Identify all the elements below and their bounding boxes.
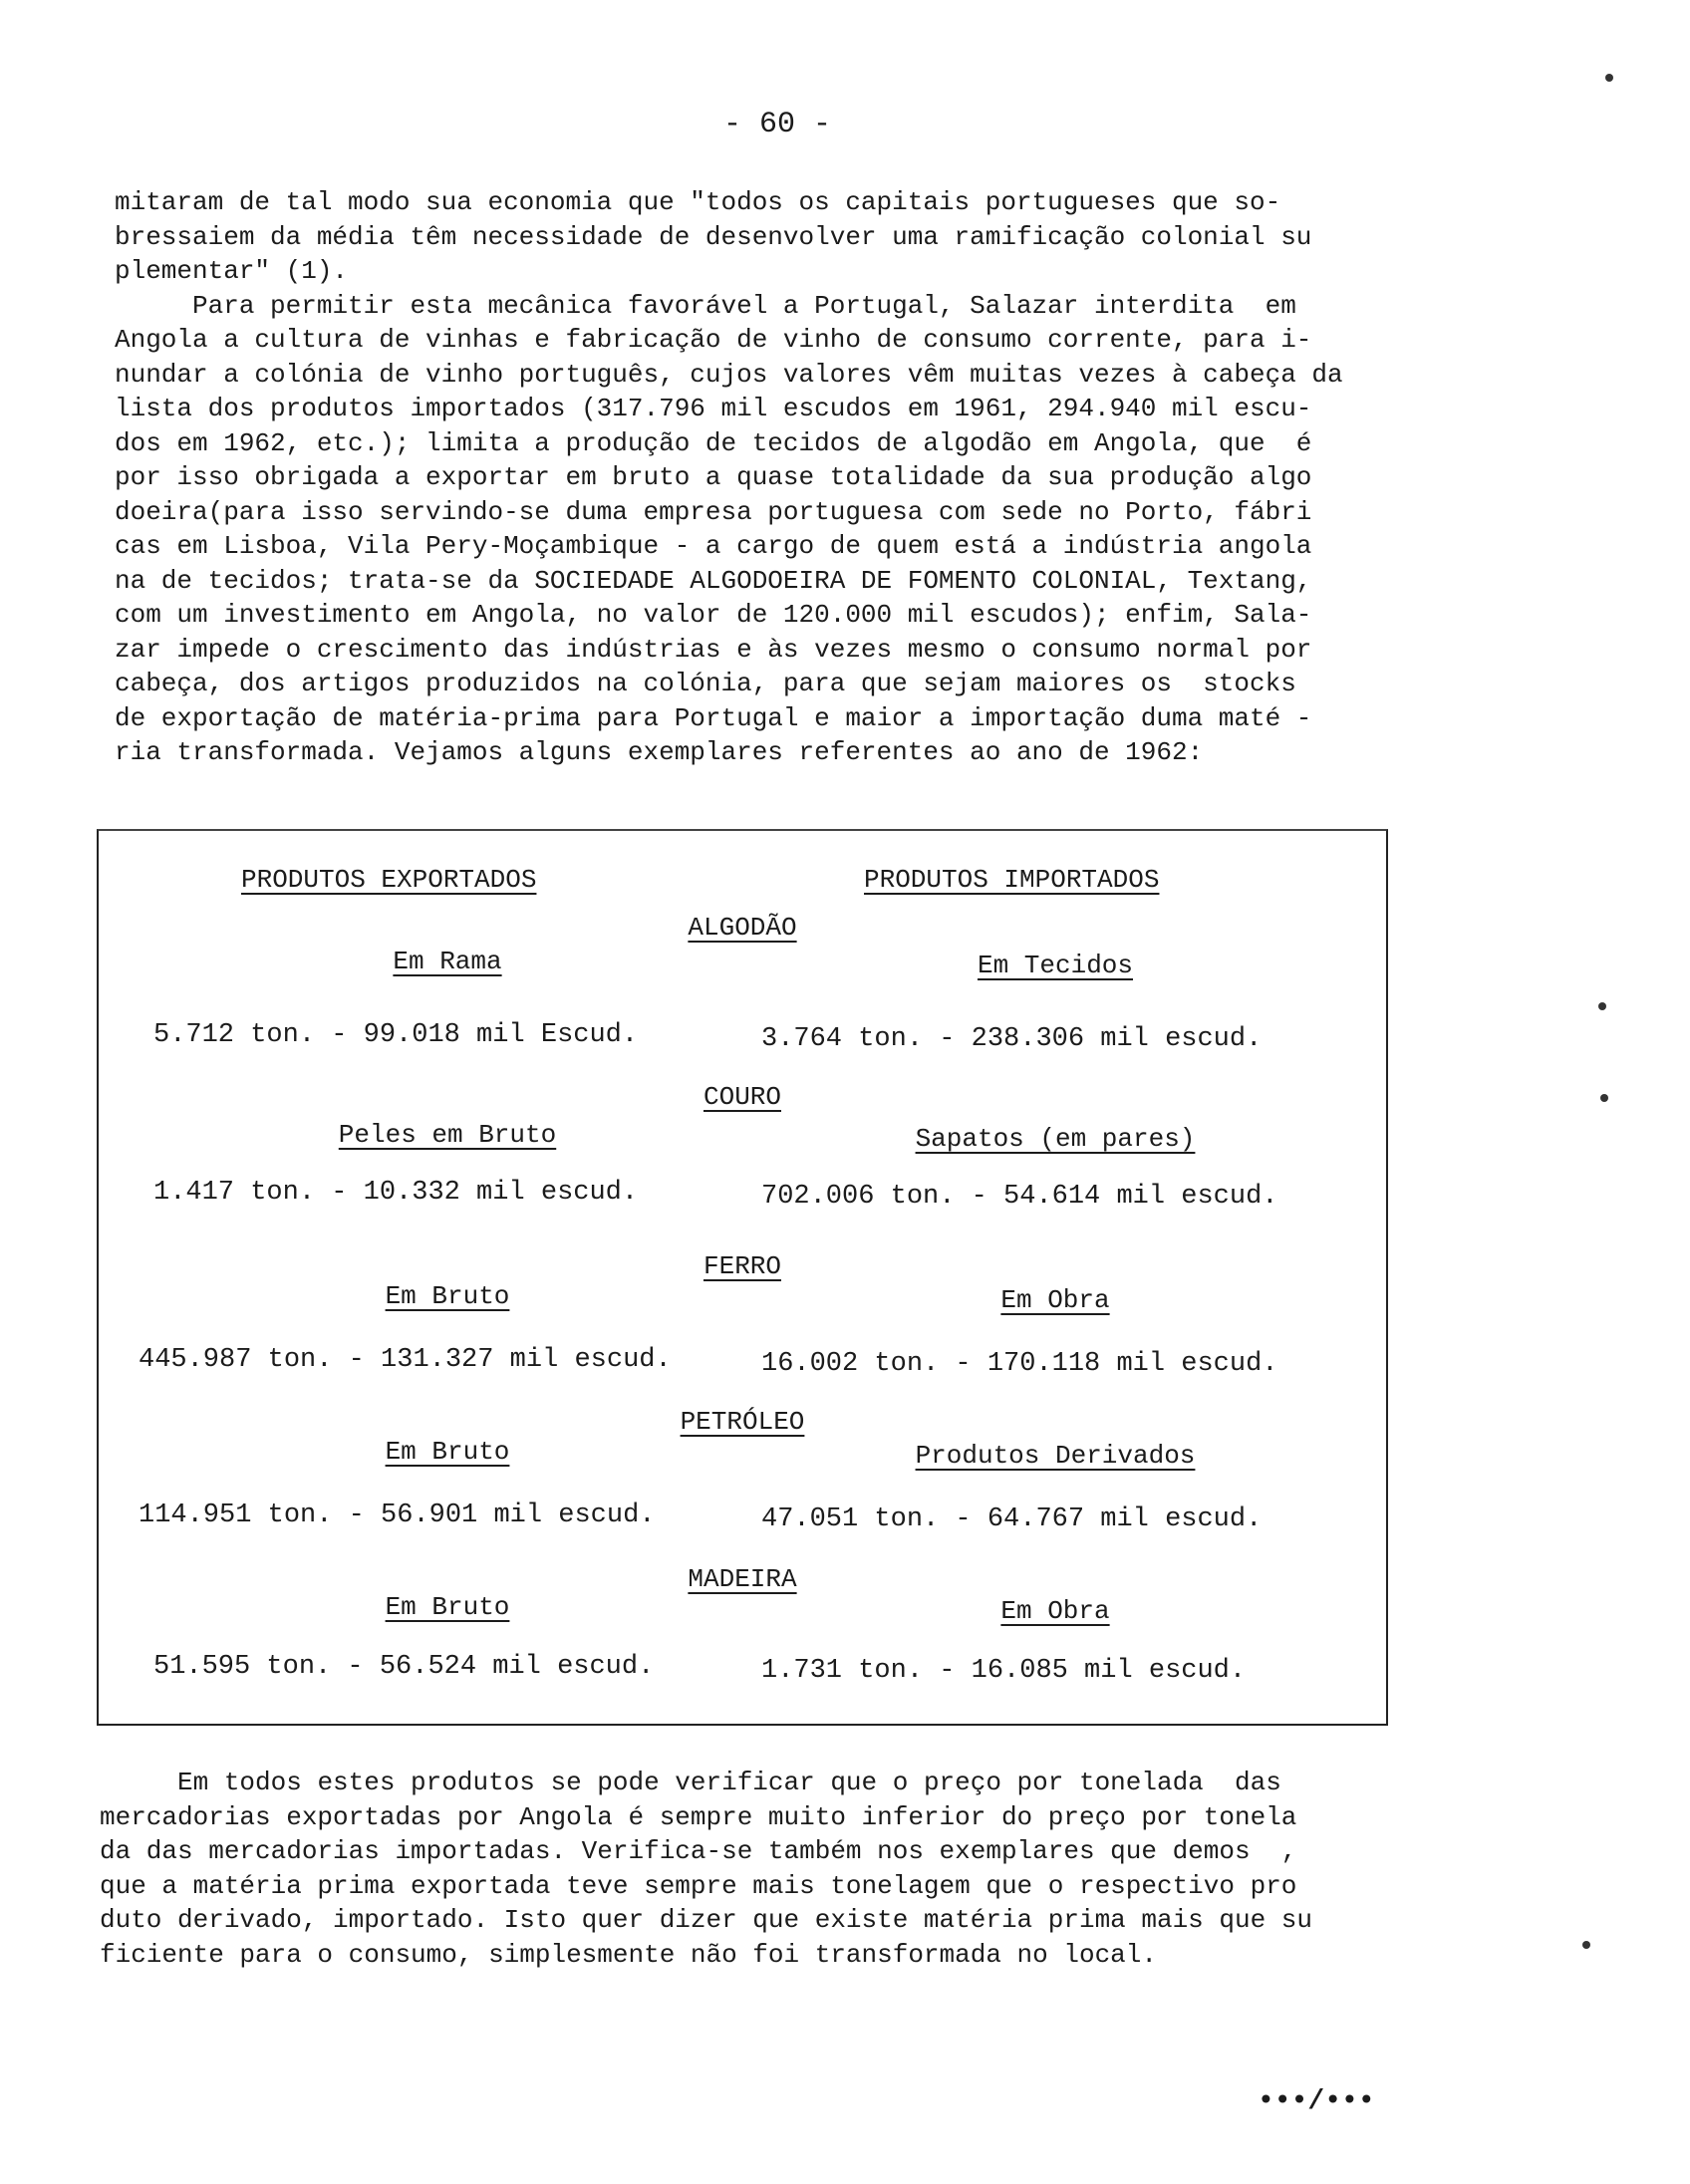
import-value: 47.051 ton. - 64.767 mil escud. xyxy=(761,1504,1263,1534)
import-form-label: Em Obra xyxy=(1000,1596,1110,1626)
import-form-label: Em Tecidos xyxy=(977,951,1134,980)
export-value: 445.987 ton. - 131.327 mil escud. xyxy=(139,1345,672,1375)
category-label: COURO xyxy=(703,1082,781,1112)
export-form-label: Em Bruto xyxy=(385,1592,510,1622)
scan-speck xyxy=(1600,1094,1608,1102)
import-form-label: Produtos Derivados xyxy=(915,1441,1196,1471)
export-value: 1.417 ton. - 10.332 mil escud. xyxy=(153,1178,639,1208)
scan-speck xyxy=(1582,1941,1590,1949)
export-value: 5.712 ton. - 99.018 mil Escud. xyxy=(153,1020,639,1050)
trade-comparison-table xyxy=(97,829,1388,1726)
export-form-label: Em Bruto xyxy=(385,1437,510,1467)
category-label: MADEIRA xyxy=(688,1564,797,1594)
body-paragraph-1: mitaram de tal modo sua economia que "todos os capitais portugueses que so- bressaiem da média têm necessidade de desenvolver uma ramificação colonial su plementar" (1). Para permitir esta mecânica favorável a Portugal, Salazar interdita em Angola a cultura de vinhas e fabricação de vinho de consumo corrente, para i- nundar a colónia de vinho português, cujos valores vêm muitas vezes à cabeça da lista dos produtos importados (317.796 mil escudos em 1961, 294.940 mil escu- dos em 1962, etc.); limita a produção de tecidos de algodão em Angola, que é por isso obrigada a exportar em bruto a quase totalidade da sua produção algo doeira(para isso servindo-se duma empresa portuguesa com sede no Porto, fábri cas em Lisboa, Vila Pery-Moçambique - a cargo de quem está a indústria angola na de tecidos; trata-se da SOCIEDADE ALGODOEIRA DE FOMENTO COLONIAL, Textang, com um investimento em Angola, no valor de 120.000 mil escudos); enfim, Sala- zar impede o crescimento das indústrias e às vezes mesmo o consumo normal por cabeça, dos artigos produzidos na colónia, para que sejam maiores os stocks de exportação de matéria-prima para Portugal e maior a importação duma maté - ria transformada. Vejamos alguns exemplares referentes ao ano de 1962: xyxy=(115,187,1343,767)
import-value: 1.731 ton. - 16.085 mil escud. xyxy=(761,1656,1247,1686)
import-value: 3.764 ton. - 238.306 mil escud. xyxy=(761,1024,1263,1054)
export-form-label: Em Bruto xyxy=(385,1281,510,1311)
category-label: ALGODÃO xyxy=(688,913,797,943)
category-label: FERRO xyxy=(703,1251,781,1281)
scan-speck xyxy=(1598,1002,1606,1010)
import-form-label: Em Obra xyxy=(1000,1285,1110,1315)
import-value: 702.006 ton. - 54.614 mil escud. xyxy=(761,1182,1278,1212)
category-label: PETRÓLEO xyxy=(680,1407,805,1437)
page-number: - 60 - xyxy=(722,108,832,141)
export-form-label: Em Rama xyxy=(393,947,502,976)
header-imported: PRODUTOS IMPORTADOS xyxy=(864,865,1160,895)
body-paragraph-2: Em todos estes produtos se pode verificar que o preço por tonelada das mercadorias exportadas por Angola é sempre muito inferior do preço por tonela da das mercadorias importadas. Verifica-se também nos exemplares que demos , que a matéria prima exportada teve sempre mais tonelagem que o respectivo pro duto derivado, importado. Isto quer dizer que existe matéria prima mais que su ficiente para o consumo, simplesmente não foi transformada no local. xyxy=(100,1768,1312,1970)
continuation-mark: •••/••• xyxy=(1258,2086,1375,2117)
scan-speck xyxy=(1605,74,1613,82)
export-form-label: Peles em Bruto xyxy=(338,1120,557,1150)
import-value: 16.002 ton. - 170.118 mil escud. xyxy=(761,1349,1278,1379)
header-exported: PRODUTOS EXPORTADOS xyxy=(241,865,537,895)
export-value: 51.595 ton. - 56.524 mil escud. xyxy=(153,1652,655,1682)
export-value: 114.951 ton. - 56.901 mil escud. xyxy=(139,1501,656,1530)
import-form-label: Sapatos (em pares) xyxy=(915,1124,1196,1154)
